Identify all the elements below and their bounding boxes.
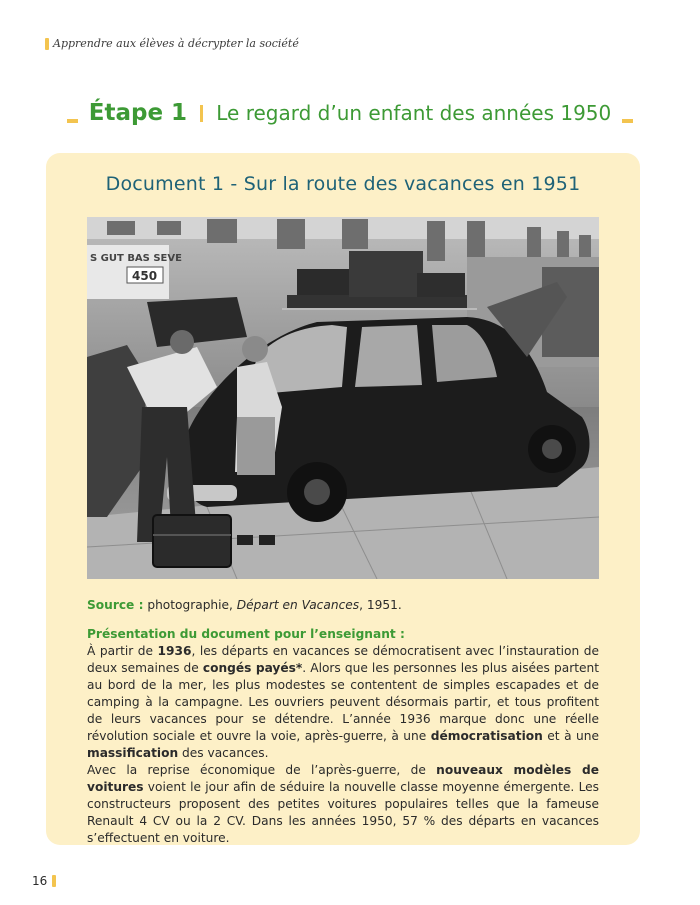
photo-sign-line-2: 450	[132, 269, 158, 283]
text-run: , les départs en vacances se démocratisent avec l’instauration de deux semaines de	[87, 644, 599, 675]
running-head	[45, 37, 299, 50]
text-run: Avec la reprise économique de l’après-guerre, de	[87, 763, 437, 777]
document-panel	[46, 153, 640, 845]
heading-separator	[200, 105, 203, 122]
text-run: des vacances.	[178, 746, 269, 760]
step-heading	[0, 100, 700, 126]
source-label: Source :	[87, 598, 144, 612]
source-post: , 1951.	[359, 598, 402, 612]
page-number-text: 16	[32, 874, 48, 888]
step-label: Étape 1	[88, 100, 188, 126]
document-photo	[87, 217, 599, 579]
photo-illustration	[87, 217, 599, 579]
emphasis-term: démocratisation	[430, 729, 543, 743]
text-run: . Alors que les personnes les plus aisées partent au bord de la mer, les plus modestes se contentent de simples escapades et de camping à la campagne. Les ouvriers peuvent désormais partir, et tous profitent de leurs vacances pour se détendre. L’année 1936 marque donc une réelle révolution sociale et ouvre la voie, après-guerre, à une	[87, 661, 599, 743]
source-title: Départ en Vacances	[236, 598, 360, 612]
text-run: voient le jour afin de séduire la nouvelle classe moyenne émergente. Les constructeurs proposent des petites voitures populaires telles que la fameuse Renault 4 CV ou la 2 CV. Dans les années 1950, 57 % des départs en vacances s’effectuent en voiture.	[87, 780, 599, 845]
document-text	[87, 597, 599, 847]
source-pre: photographie,	[143, 598, 237, 612]
step-subtitle: Le regard d’un enfant des années 1950	[216, 101, 612, 125]
heading-dash-right	[622, 119, 633, 123]
emphasis-term: congés payés*	[202, 661, 303, 675]
document-title: Document 1 - Sur la route des vacances en 1951	[105, 173, 581, 195]
emphasis-term: 1936	[157, 644, 192, 658]
presentation-paragraph-1	[87, 643, 599, 762]
presentation-paragraph-2	[87, 762, 599, 847]
heading-dash-left	[67, 119, 78, 123]
presentation-heading: Présentation du document pour l’enseignant :	[87, 627, 405, 641]
running-head-marker	[45, 38, 49, 50]
photo-sign-line-1: S GUT BAS SEVE	[90, 253, 182, 264]
page-number-marker	[52, 875, 56, 887]
emphasis-term: massification	[87, 746, 179, 760]
page-number	[32, 874, 56, 888]
running-head-text: Apprendre aux élèves à décrypter la société	[53, 37, 299, 50]
text-run: À partir de	[87, 644, 158, 658]
text-run: et à une	[542, 729, 599, 743]
photo-suitcase	[153, 515, 231, 567]
source-line	[87, 597, 599, 614]
emphasis-term: nouveaux modèles de voitures	[87, 763, 599, 794]
